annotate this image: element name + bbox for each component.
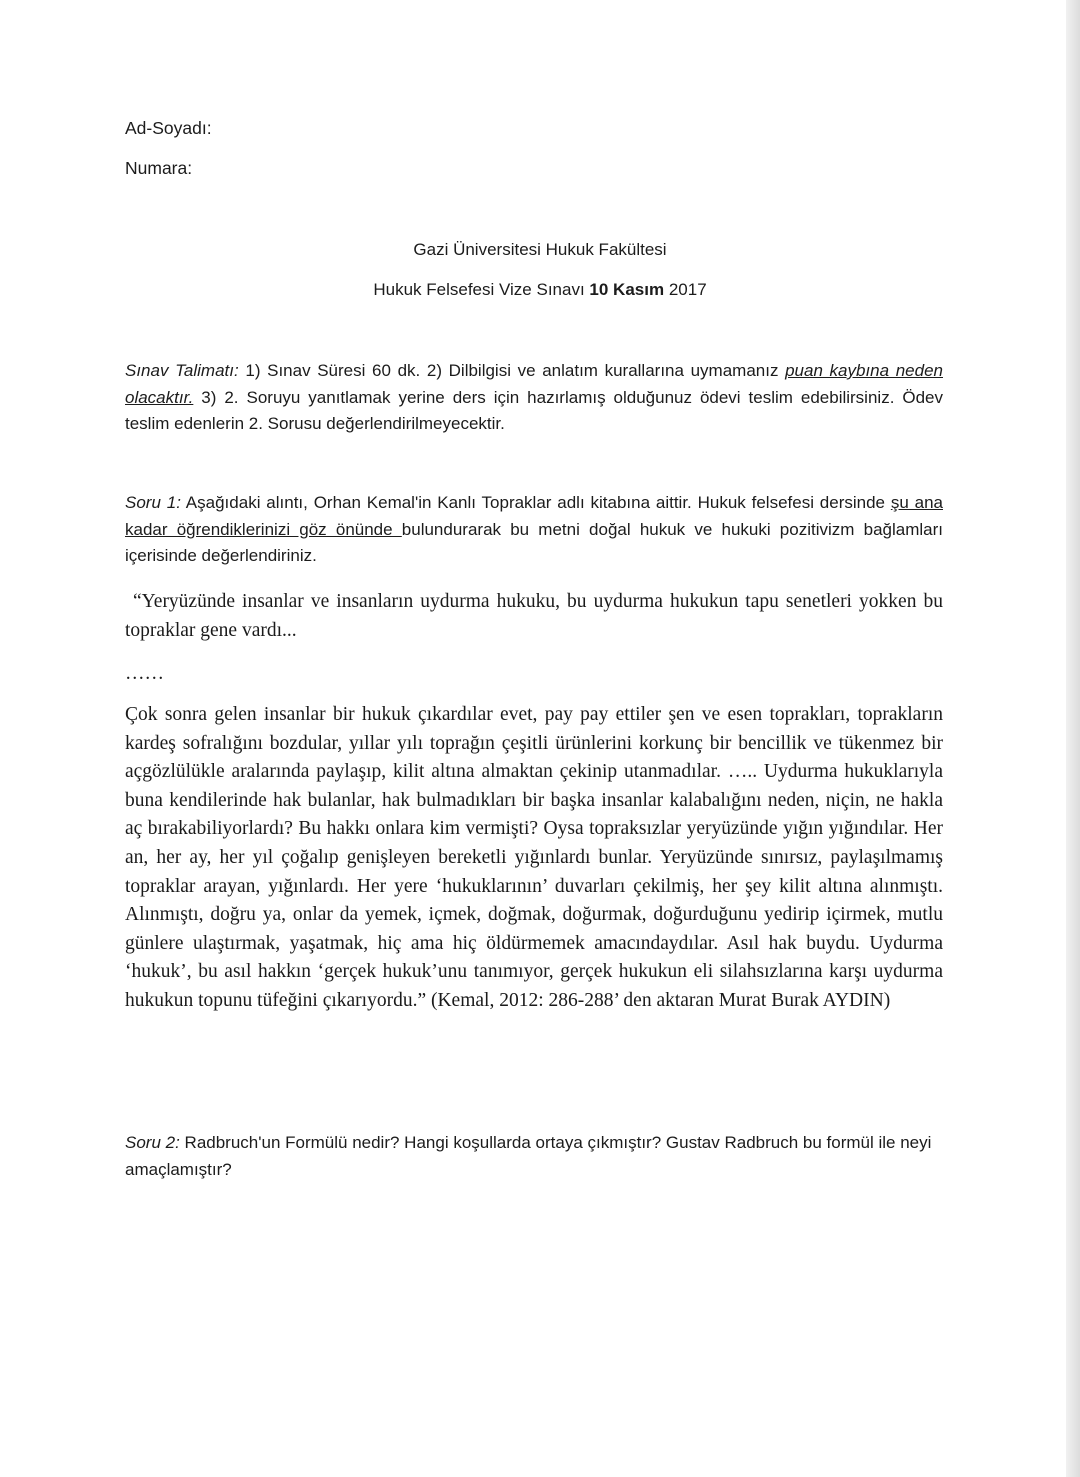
question-1-label: Soru 1: bbox=[125, 493, 181, 512]
question-1 bbox=[125, 490, 943, 570]
question-2 bbox=[125, 1130, 935, 1183]
quote-opening: “Yeryüzünde insanlar ve insanların uydurma hukuku, bu uydurma hukukun tapu senetleri yokken bu topraklar gene vardı... bbox=[125, 591, 943, 641]
exam-instructions bbox=[125, 358, 943, 438]
name-field-label: Ad-Soyadı: bbox=[125, 118, 212, 138]
exam-year: 2017 bbox=[668, 280, 707, 299]
question-1-text-1: Aşağıdaki alıntı, Orhan Kemal'in Kanlı Topraklar adlı kitabına aittir. Hukuk felsefesi dersinde bbox=[180, 493, 891, 512]
exam-date: 10 Kasım bbox=[589, 280, 665, 299]
instructions-underlined: puan kaybına neden olacaktır. bbox=[125, 361, 943, 407]
question-1-underlined: şu ana kadar öğrendiklerinizi göz önünde bbox=[125, 493, 943, 539]
page-edge-shadow bbox=[1066, 0, 1080, 1477]
quote-ellipsis: …… bbox=[125, 663, 164, 684]
question-1-text-2: bulundurarak bu metni doğal hukuk ve hukuki pozitivizm bağlamları içerisinde değerlendiriniz. bbox=[125, 519, 943, 565]
university-title: Gazi Üniversitesi Hukuk Fakültesi bbox=[413, 240, 667, 259]
exam-title bbox=[0, 280, 1080, 300]
instructions-label: Sınav Talimatı: bbox=[125, 361, 239, 380]
instructions-text-2: 3) 2. Soruyu yanıtlamak yerine ders için hazırlamış olduğunuz ödevi teslim edebilirsiniz. Ödev teslim edenlerin 2. Sorusu değerlendirilmeyecektir. bbox=[125, 387, 943, 433]
number-field-label: Numara: bbox=[125, 158, 193, 178]
exam-title-prefix: Hukuk Felsefesi Vize Sınavı bbox=[373, 280, 585, 299]
question-2-label: Soru 2: bbox=[125, 1133, 180, 1152]
question-2-text: Radbruch'un Formülü nedir? Hangi koşullarda ortaya çıkmıştır? Gustav Radbruch bu formül ile neyi amaçlamıştır? bbox=[125, 1133, 932, 1179]
quote-body: Çok sonra gelen insanlar bir hukuk çıkardılar evet, pay pay ettiler şen ve esen toprakları, toprakların kardeş sofralığını bozdular, yıllar yılı toprağın çeşitli ürünlerini korkunç bir bencillik ve tükenmez bir açgözlülükle aralarında paylaşıp, kilit altına almaktan çekinip utanmadılar. ….. Uydurma hukuklarıyla buna kendilerinde hak bulanlar, hak bulmadıkları bir başka insanlar kalabalığını neden, niçin, ne hakla aç bırakabiliyorlardı? Bu hakkı onlara kim vermişti? Oysa topraksızlar yeryüzünde yığın yığındılar. Her an, her ay, her yıl çoğalıp genişleyen bereketli yığınlardı bunlar. Yeryüzünde sınırsız, paylaşılmamış topraklar arayan, yığınlardı. Her yere ‘hukuklarının’ duvarları çekilmiş, her şey kilit altına alınmıştı. Alınmıştı, doğru ya, onlar da yemek, içmek, doğmak, doğurmak, doğurduğunu yedirip içirmek, mutlu günlere ulaştırmak, yaşatmak, hiç ama hiç öldürmemek amacındaydılar. Asıl hak buydu. Uydurma ‘hukuk’, bu asıl hakkın ‘gerçek hukuk’unu tanımıyor, gerçek hukukun eli silahsızlarına karşı uydurma hukukun topunu tüfeğini çıkarıyordu.” (Kemal, 2012: 286-288’ den aktaran Murat Burak AYDIN) bbox=[125, 704, 943, 1011]
instructions-text-1: 1) Sınav Süresi 60 dk. 2) Dilbilgisi ve anlatım kurallarına uymamanız bbox=[238, 361, 786, 380]
